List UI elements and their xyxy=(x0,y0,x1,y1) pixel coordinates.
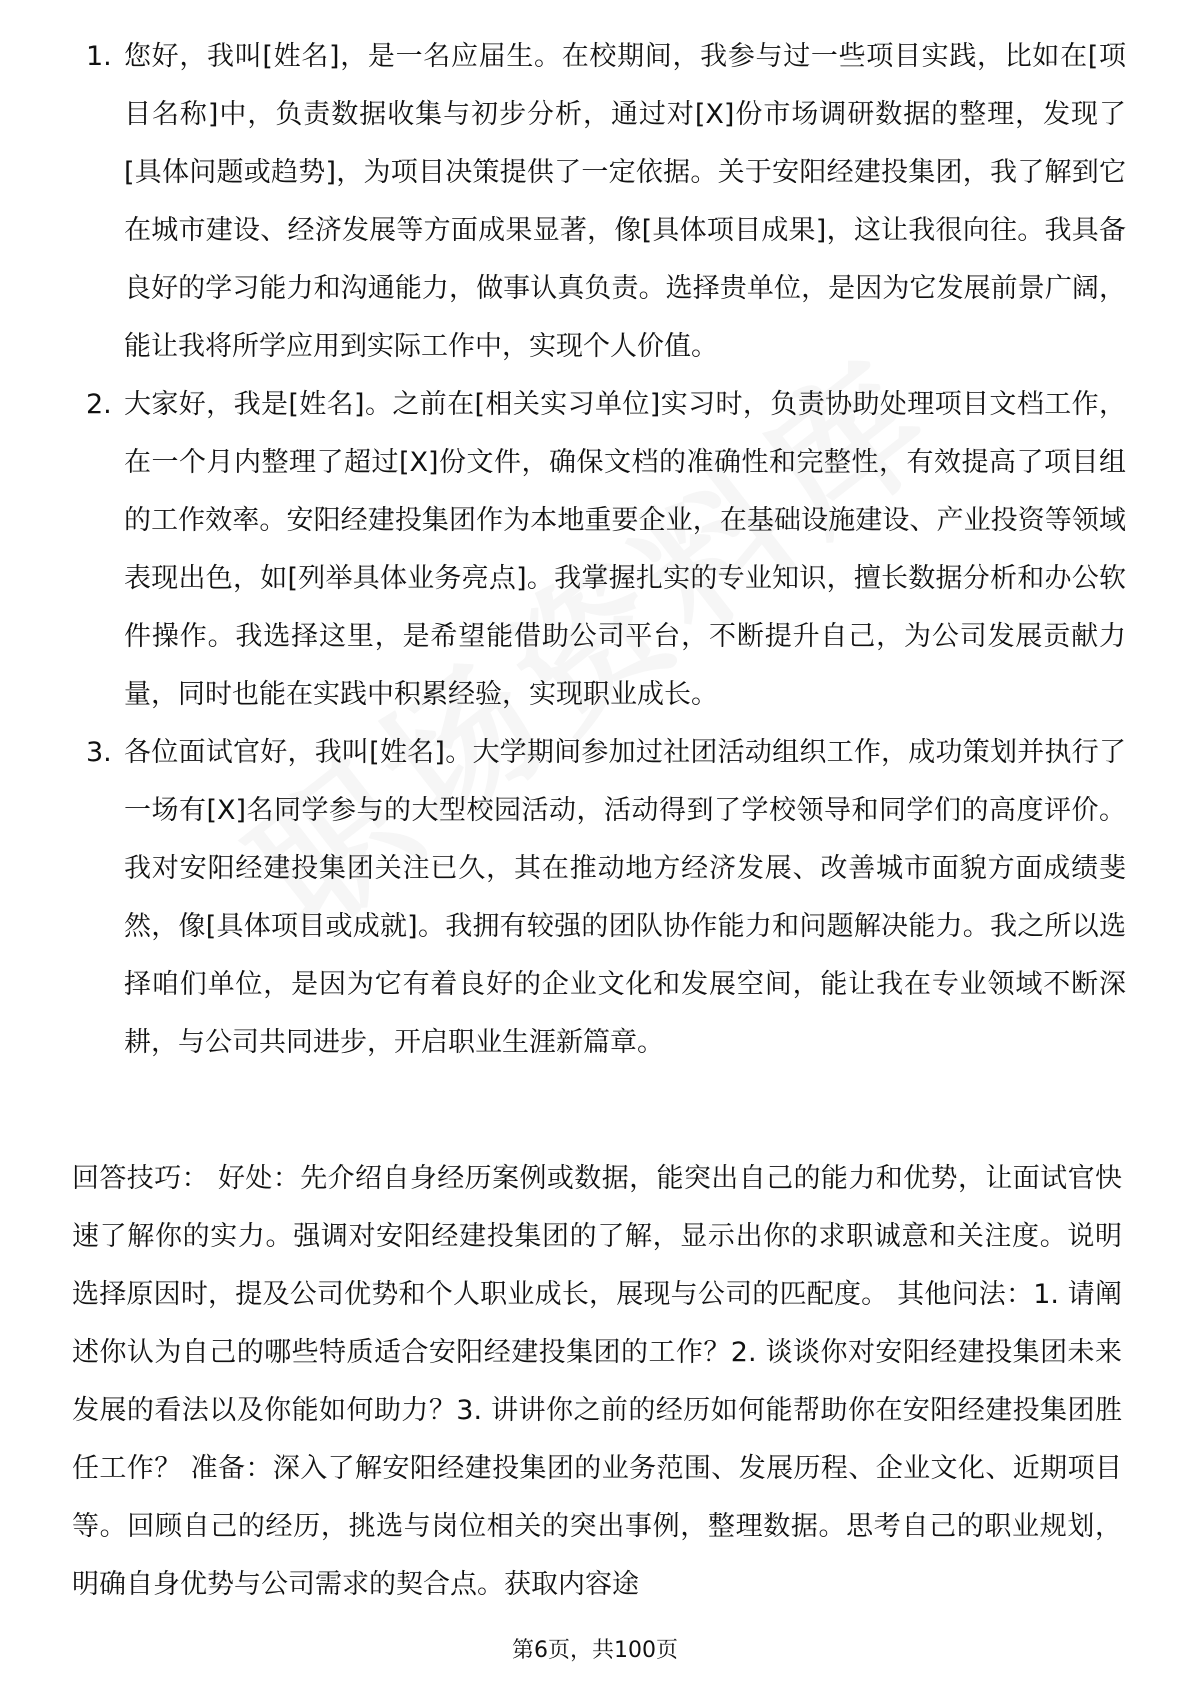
page-number-footer: 第6页，共100页 xyxy=(512,1638,678,1663)
list-item-text: 各位面试官好，我叫[姓名]。大学期间参加过社团活动组织工作，成功策划并执行了一场有[X]名同学参与的大型校园活动，活动得到了学校领导和同学们的高度评价。我对安阳经建投集团关注已久，其在推动地方经济发展、改善城市面貌方面成绩斐然，像[具体项目或成就]。我拥有较强的团队协作能力和问题解决能力。我之所以选择咱们单位，是因为它有着良好的企业文化和发展空间，能让我在专业领域不断深耕，与公司共同进步，开启职业生涯新篇章。 xyxy=(124,737,1126,1058)
list-item-text: 大家好，我是[姓名]。之前在[相关实习单位]实习时，负责协助处理项目文档工作，在一个月内整理了超过[X]份文件，确保文档的准确性和完整性，有效提高了项目组的工作效率。安阳经建投集团作为本地重要企业，在基础设施建设、产业投资等领域表现出色，如[列举具体业务亮点]。我掌握扎实的专业知识，擅长数据分析和办公软件操作。我选择这里，是希望能借助公司平台，不断提升自己，为公司发展贡献力量，同时也能在实践中积累经验，实现职业成长。 xyxy=(124,389,1126,710)
list-item-text: 您好，我叫[姓名]，是一名应届生。在校期间，我参与过一些项目实践，比如在[项目名称]中，负责数据收集与初步分析，通过对[X]份市场调研数据的整理，发现了[具体问题或趋势]，为项目决策提供了一定依据。关于安阳经建投集团，我了解到它在城市建设、经济发展等方面成果显著，像[具体项目成果]，这让我很向往。我具备良好的学习能力和沟通能力，做事认真负责。选择贵单位，是因为它发展前景广阔，能让我将所学应用到实际工作中，实现个人价值。 xyxy=(124,41,1126,362)
list-item-number: 2. xyxy=(86,389,112,420)
answer-tips-paragraph: 回答技巧： 好处：先介绍自身经历案例或数据，能突出自己的能力和优势，让面试官快速了解你的实力。强调对安阳经建投集团的了解，显示出你的求职诚意和关注度。说明选择原因时，提及公司优势和个人职业成长，展现与公司的匹配度。 其他问法：1. 请阐述你认为自己的哪些特质适合安阳经建投集团的工作？2. 谈谈你对安阳经建投集团未来发展的看法以及你能如何助力？3. 讲讲你之前的经历如何能帮助你在安阳经建投集团胜任工作？ 准备：深入了解安阳经建投集团的业务范围、发展历程、企业文化、近期项目等。回顾自己的经历，挑选与岗位相关的突出事例，整理数据。思考自己的职业规划，明确自身优势与公司需求的契合点。获取内容途 xyxy=(72,1163,1122,1600)
list-item xyxy=(76,28,1126,376)
list-item-number: 1. xyxy=(86,41,112,72)
answer-list xyxy=(76,28,1126,1072)
list-item xyxy=(76,376,1126,724)
list-item-number: 3. xyxy=(86,737,112,768)
list-item xyxy=(76,724,1126,1072)
